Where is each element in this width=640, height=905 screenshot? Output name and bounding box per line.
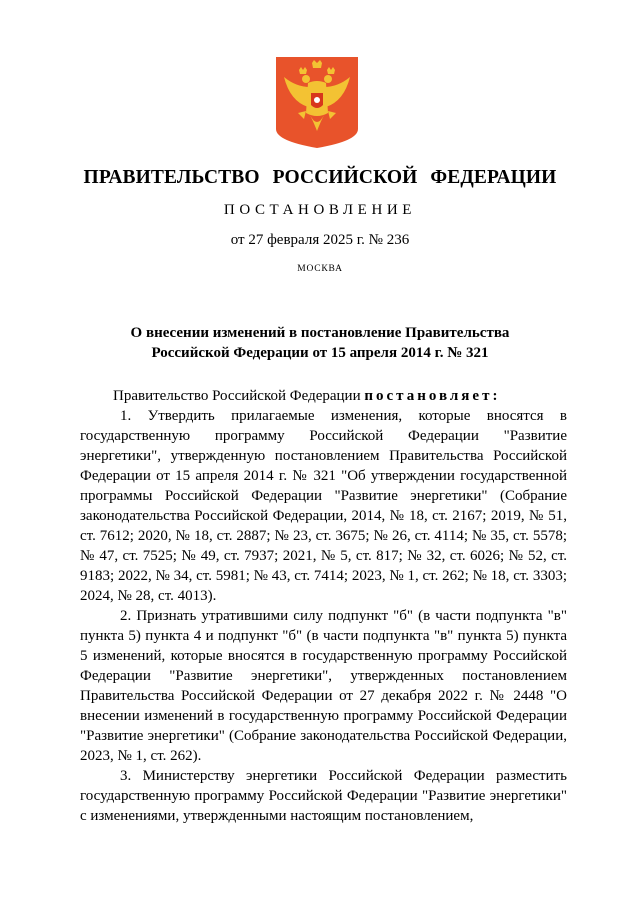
document-body: [80, 386, 567, 826]
document-date: от 27 февраля 2025 г. № 236: [230, 232, 410, 248]
intro-emphasis: постановляет:: [364, 388, 501, 404]
coat-of-arms-icon: [276, 57, 358, 148]
paragraph-2: 2. Признать утратившими силу подпункт "б" (в части подпункта "в" пункта 5) пункта 4 и подпункт "б" (в части подпункта "в" пункта 5) пункта 5 изменений, которые вносятся в государственную программу Российской Федерации "Развитие энергетики", утвержденных постановлением Правительства Российской Федерации от 27 декабря 2022 г. № 2448 "О внесении изменений в государственную программу Российской Федерации "Развитие энергетики" (Собрание законодательства Российской Федерации, 2023, № 1, ст. 262).: [80, 608, 567, 764]
paragraph-1: 1. Утвердить прилагаемые изменения, которые вносятся в государственную программу Российской Федерации "Развитие энергетики", утвержденную постановлением Правительства Российской Федерации от 15 апреля 2014 г. № 321 "Об утверждении государственной программы Российской Федерации "Развитие энергетики" (Собрание законодательства Российской Федерации, 2014, № 18, ст. 2167; 2019, № 51, ст. 7612; 2020, № 18, ст. 2887; № 23, ст. 3675; № 26, ст. 4114; № 35, ст. 5578; № 47, ст. 7525; № 49, ст. 7937; 2021, № 5, ст. 817; № 32, ст. 6026; № 52, ст. 9183; 2022, № 34, ст. 5981; № 43, ст. 7414; 2023, № 1, ст. 262; № 18, ст. 3303; 2024, № 28, ст. 4013).: [80, 408, 567, 604]
subject-line-2: Российской Федерации от 15 апреля 2014 г. № 321: [151, 345, 489, 361]
subject-line-1: О внесении изменений в постановление Правительства: [130, 325, 510, 341]
paragraph-3: 3. Министерству энергетики Российской Федерации разместить государственную программу Российской Федерации "Развитие энергетики" с изменениями, утвержденными настоящим постановлением,: [80, 768, 567, 824]
intro-text: Правительство Российской Федерации: [113, 388, 361, 404]
intro-paragraph: [80, 386, 567, 406]
document-city: МОСКВА: [297, 264, 343, 274]
government-title: ПРАВИТЕЛЬСТВО РОССИЙСКОЙ ФЕДЕРАЦИИ: [83, 167, 557, 188]
document-subject: [0, 323, 640, 363]
document-type: ПОСТАНОВЛЕНИЕ: [223, 202, 417, 218]
